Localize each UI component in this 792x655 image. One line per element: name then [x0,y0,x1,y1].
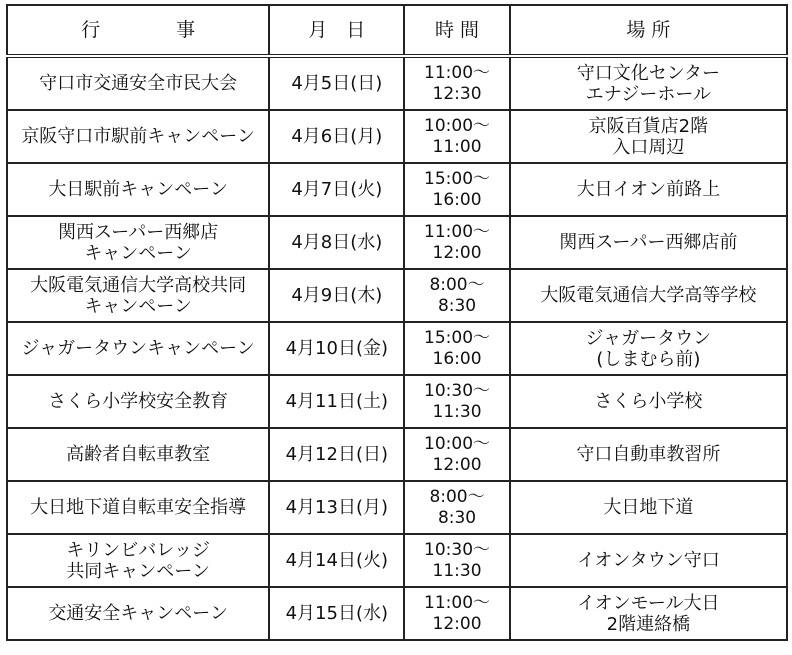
event-cell [7,322,269,375]
event-cell-line: 関西スーパー西郷店 [58,221,219,243]
table-row [7,587,787,640]
place-cell-line: イオンタウン守口 [576,550,720,571]
time-cell-line: 11:00 [432,136,482,157]
time-cell-line: 15:00～ [424,168,491,189]
event-schedule-table [6,4,788,641]
table-row [7,269,787,322]
place-cell-line: ジャガータウン [585,327,712,349]
table-row [7,163,787,216]
date-cell: 4月9日(木) [269,269,404,322]
place-cell-line: 入口周辺 [612,136,685,158]
place-cell-line: 京阪百貨店2階 [588,115,709,137]
event-cell [7,269,269,322]
time-cell-line: 12:00 [432,613,482,634]
date-cell: 4月11日(土) [269,375,404,428]
time-cell-line: 8:00～ [429,486,485,507]
place-cell-line: (しまむら前) [596,348,701,370]
event-cell-line: 京阪守口市駅前キャンペーン [21,126,255,147]
time-cell [404,375,509,428]
place-cell-line: さくら小学校 [594,391,703,412]
time-cell-line: 12:00 [432,454,482,475]
table-row [7,322,787,375]
event-cell-line: 大日地下道自転車安全指導 [30,497,247,518]
time-cell-line: 10:00～ [424,433,491,454]
event-cell [7,163,269,216]
date-cell: 4月13日(月) [269,481,404,534]
date-cell: 4月15日(水) [269,587,404,640]
table-row [7,110,787,163]
event-cell-line: キャンペーン [84,295,192,317]
header-time: 時 間 [404,5,509,56]
table-row [7,428,787,481]
place-cell [510,110,787,163]
time-cell-line: 12:00 [432,242,482,263]
time-cell-line: 8:30 [437,295,477,316]
event-cell [7,216,269,269]
event-cell [7,56,269,110]
event-cell-line: 高齢者自転車教室 [66,444,211,465]
time-cell [404,322,509,375]
time-cell-line: 10:30～ [424,380,491,401]
place-cell [510,216,787,269]
date-cell: 4月5日(日) [269,56,404,110]
date-cell: 4月12日(日) [269,428,404,481]
place-cell-line: 2階連絡橋 [606,613,691,635]
place-cell [510,375,787,428]
time-cell-line: 10:30～ [424,539,491,560]
event-cell [7,428,269,481]
header-row [7,5,787,56]
table-row [7,375,787,428]
event-cell-line: 共同キャンペーン [66,560,210,582]
place-cell-line: エナジーホール [585,83,711,105]
event-cell [7,375,269,428]
event-cell [7,110,269,163]
time-cell-line: 11:30 [432,401,482,422]
time-cell [404,481,509,534]
place-cell-line: イオンモール大日 [577,592,720,614]
time-cell-line: 8:00～ [429,274,485,295]
date-cell: 4月14日(火) [269,534,404,587]
place-cell-line: 大日地下道 [603,497,694,518]
event-cell-line: 大日駅前キャンペーン [48,179,228,200]
place-cell [510,534,787,587]
place-cell-line: 守口自動車教習所 [576,444,721,465]
time-cell [404,216,509,269]
time-cell-line: 11:00～ [424,592,491,613]
event-cell-line: 交通安全キャンペーン [48,603,228,624]
event-cell-line: 大阪電気通信大学高校共同 [30,274,247,296]
place-cell [510,56,787,110]
place-cell [510,428,787,481]
time-cell-line: 15:00～ [424,327,491,348]
header-date: 月 日 [269,5,404,56]
place-cell [510,587,787,640]
time-cell [404,269,509,322]
event-cell-line: ジャガータウンキャンペーン [21,338,255,359]
event-cell-line: さくら小学校安全教育 [48,391,229,412]
place-cell [510,322,787,375]
time-cell [404,428,509,481]
table-row [7,216,787,269]
table-row [7,56,787,110]
date-cell: 4月8日(水) [269,216,404,269]
time-cell-line: 10:00～ [424,115,491,136]
time-cell [404,56,509,110]
place-cell-line: 関西スーパー西郷店前 [559,232,738,253]
time-cell [404,534,509,587]
time-cell [404,110,509,163]
event-cell [7,587,269,640]
place-cell-line: 大日イオン前路上 [576,179,721,200]
time-cell-line: 16:00 [432,189,482,210]
place-cell [510,163,787,216]
date-cell: 4月10日(金) [269,322,404,375]
header-place: 場 所 [510,5,787,56]
table-row [7,534,787,587]
time-cell-line: 11:30 [432,560,482,581]
place-cell-line: 大阪電気通信大学高等学校 [540,285,757,306]
date-cell: 4月7日(火) [269,163,404,216]
event-cell-line: キャンペーン [84,242,192,264]
event-cell-line: キリンビバレッジ [66,539,211,561]
time-cell [404,587,509,640]
table-row [7,481,787,534]
time-cell-line: 16:00 [432,348,482,369]
time-cell-line: 11:00～ [424,221,491,242]
event-cell [7,534,269,587]
event-cell-line: 守口市交通安全市民大会 [39,73,238,94]
time-cell-line: 12:30 [432,83,482,104]
event-cell [7,481,269,534]
time-cell-line: 11:00～ [424,62,491,83]
place-cell [510,269,787,322]
time-cell-line: 8:30 [437,507,477,528]
place-cell-line: 守口文化センター [576,62,720,84]
date-cell: 4月6日(月) [269,110,404,163]
header-event: 行 事 [7,5,269,56]
time-cell [404,163,509,216]
place-cell [510,481,787,534]
